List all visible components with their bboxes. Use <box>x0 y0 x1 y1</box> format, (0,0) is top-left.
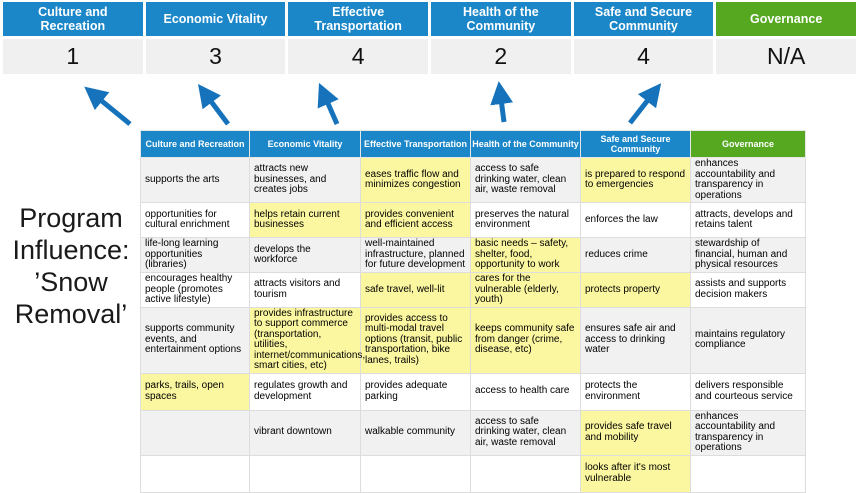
matrix-cell: basic needs – safety, shelter, food, opportunity to work <box>471 238 581 273</box>
matrix-row <box>141 158 806 203</box>
influence-matrix <box>140 130 806 493</box>
matrix-cell: attracts new businesses, and creates jobs <box>250 158 361 203</box>
matrix-cell: is prepared to respond to emergencies <box>581 158 691 203</box>
matrix-cell: assists and supports decision makers <box>691 273 806 308</box>
matrix-cell: attracts, develops and retains talent <box>691 203 806 238</box>
matrix-row <box>141 373 806 410</box>
influence-arrow <box>323 92 337 124</box>
category-header-economic-vitality: Economic Vitality <box>146 2 286 36</box>
matrix-cell: walkable community <box>361 410 471 455</box>
score-row <box>3 39 856 74</box>
matrix-cell: preserves the natural environment <box>471 203 581 238</box>
matrix-row <box>141 203 806 238</box>
matrix-row <box>141 410 806 455</box>
matrix-cell: supports community events, and entertainment options <box>141 307 250 373</box>
category-score-governance: N/A <box>716 39 856 74</box>
matrix-header-cell: Economic Vitality <box>250 131 361 158</box>
matrix-cell: opportunities for cultural enrichment <box>141 203 250 238</box>
matrix-cell: looks after it's most vulnerable <box>581 455 691 492</box>
matrix-cell <box>250 455 361 492</box>
matrix-cell: ensures safe air and access to drinking water <box>581 307 691 373</box>
matrix-cell: access to safe drinking water, clean air, waste removal <box>471 158 581 203</box>
matrix-cell: enforces the law <box>581 203 691 238</box>
matrix-cell: reduces crime <box>581 238 691 273</box>
page-title: Program Influence: ’Snow Removal’ <box>12 203 130 329</box>
category-score-culture-and-recreation: 1 <box>3 39 143 74</box>
category-score-health-of-the-community: 2 <box>431 39 571 74</box>
matrix-cell: enhances accountability and transparency in operations <box>691 158 806 203</box>
matrix-row <box>141 307 806 373</box>
matrix-cell: helps retain current businesses <box>250 203 361 238</box>
matrix-cell: provides convenient and efficient access <box>361 203 471 238</box>
matrix-cell: regulates growth and development <box>250 373 361 410</box>
matrix-header-cell: Effective Transportation <box>361 131 471 158</box>
matrix-cell: safe travel, well-lit <box>361 273 471 308</box>
category-score-effective-transportation: 4 <box>288 39 428 74</box>
matrix-header-cell: Safe and Secure Community <box>581 131 691 158</box>
category-header-health-of-the-community: Health of the Community <box>431 2 571 36</box>
matrix-cell: cares for the vulnerable (elderly, youth) <box>471 273 581 308</box>
matrix-cell: provides infrastructure to support commerce (transportation, utilities, internet/communications, smart cities, etc) <box>250 307 361 373</box>
matrix-cell: access to health care <box>471 373 581 410</box>
influence-arrows <box>0 76 859 130</box>
category-header-effective-transportation: Effective Transportation <box>288 2 428 36</box>
matrix-cell: parks, trails, open spaces <box>141 373 250 410</box>
matrix-cell: eases traffic flow and minimizes congestion <box>361 158 471 203</box>
category-header-row <box>3 2 856 36</box>
matrix-cell: delivers responsible and courteous service <box>691 373 806 410</box>
matrix-cell: provides access to multi-modal travel options (transit, public transportation, bike lanes, trails) <box>361 307 471 373</box>
matrix-cell <box>471 455 581 492</box>
matrix-cell: access to safe drinking water, clean air, waste removal <box>471 410 581 455</box>
matrix-cell: maintains regulatory compliance <box>691 307 806 373</box>
matrix-cell: develops the workforce <box>250 238 361 273</box>
influence-arrow <box>630 91 655 123</box>
matrix-cell: attracts visitors and tourism <box>250 273 361 308</box>
matrix-cell: provides adequate parking <box>361 373 471 410</box>
matrix-cell: vibrant downtown <box>250 410 361 455</box>
matrix-cell: provides safe travel and mobility <box>581 410 691 455</box>
category-header-culture-and-recreation: Culture and Recreation <box>3 2 143 36</box>
matrix-cell: keeps community safe from danger (crime, disease, etc) <box>471 307 581 373</box>
matrix-header-cell: Health of the Community <box>471 131 581 158</box>
matrix-cell <box>141 410 250 455</box>
influence-arrow <box>500 91 504 122</box>
matrix-row <box>141 455 806 492</box>
matrix-cell: supports the arts <box>141 158 250 203</box>
category-header-safe-and-secure-community: Safe and Secure Community <box>574 2 714 36</box>
matrix-header-cell: Governance <box>691 131 806 158</box>
matrix-cell <box>141 455 250 492</box>
matrix-header-row <box>141 131 806 158</box>
matrix-cell: life-long learning opportunities (libraries) <box>141 238 250 273</box>
influence-arrow <box>204 92 228 124</box>
category-score-safe-and-secure-community: 4 <box>574 39 714 74</box>
matrix-cell: enhances accountability and transparency in operations <box>691 410 806 455</box>
matrix-row <box>141 273 806 308</box>
category-score-economic-vitality: 3 <box>146 39 286 74</box>
matrix-cell: protects property <box>581 273 691 308</box>
matrix-cell <box>691 455 806 492</box>
influence-arrow <box>92 93 130 124</box>
matrix-row <box>141 238 806 273</box>
matrix-cell: protects the environment <box>581 373 691 410</box>
category-header-governance: Governance <box>716 2 856 36</box>
matrix-cell <box>361 455 471 492</box>
matrix-body <box>141 158 806 493</box>
matrix-cell: encourages healthy people (promotes active lifestyle) <box>141 273 250 308</box>
matrix-header-cell: Culture and Recreation <box>141 131 250 158</box>
matrix-cell: stewardship of financial, human and physical resources <box>691 238 806 273</box>
matrix-cell: well-maintained infrastructure, planned for future development <box>361 238 471 273</box>
